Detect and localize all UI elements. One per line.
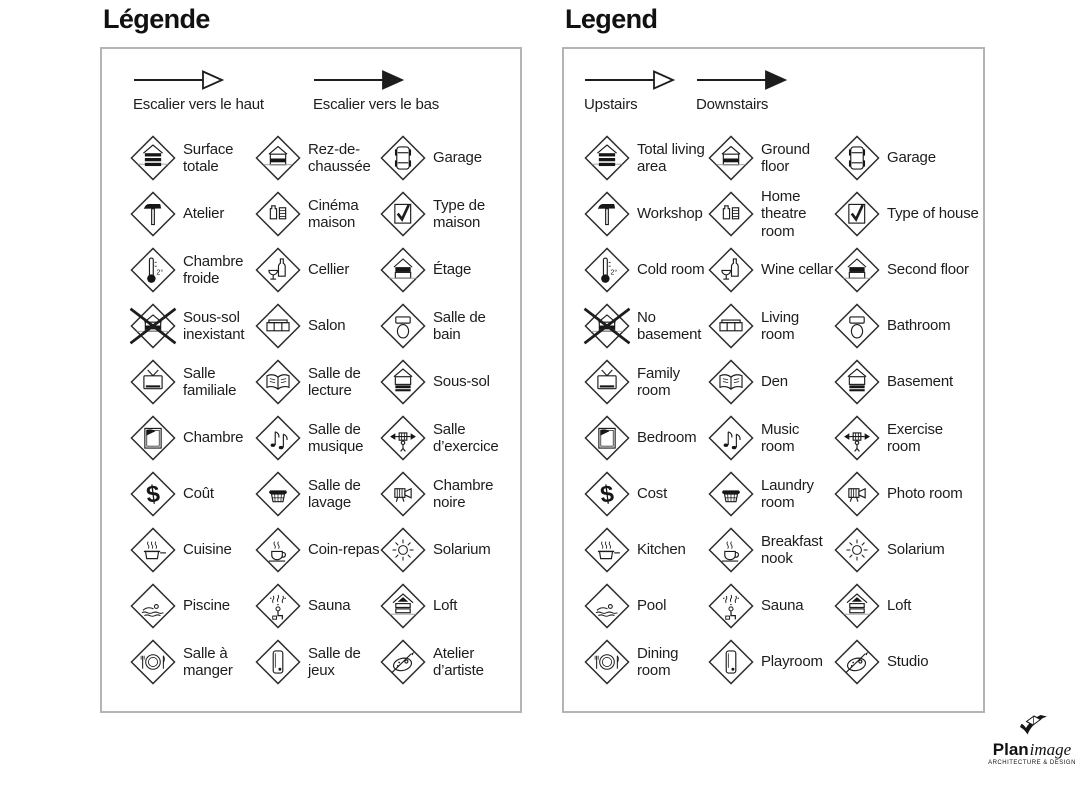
bedroom-icon bbox=[584, 415, 630, 461]
sauna-icon bbox=[255, 583, 301, 629]
legend-item-playroom bbox=[708, 634, 834, 690]
ground-floor-icon bbox=[255, 135, 301, 181]
dining-room-icon bbox=[584, 639, 630, 685]
legend-item-playroom bbox=[255, 634, 380, 690]
photo-room-icon bbox=[834, 471, 880, 517]
workshop-icon bbox=[130, 191, 176, 237]
total-area-icon bbox=[130, 135, 176, 181]
family-room-icon bbox=[584, 359, 630, 405]
family-room-icon bbox=[130, 359, 176, 405]
legend-item-label: Loft bbox=[433, 597, 458, 615]
legend-item-wine-cellar bbox=[255, 242, 380, 298]
loft-icon bbox=[380, 583, 426, 629]
legend-item-home-theatre bbox=[708, 186, 834, 242]
cold-room-icon bbox=[584, 247, 630, 293]
stairs-up-label: Escalier vers le haut bbox=[133, 96, 264, 113]
pool-icon bbox=[130, 583, 176, 629]
stairs-down-legend bbox=[313, 69, 439, 113]
legend-item-label: Garage bbox=[433, 149, 482, 167]
pool-icon bbox=[584, 583, 630, 629]
legend-item-label: Sauna bbox=[308, 597, 351, 615]
legend-item-living-room bbox=[708, 298, 834, 354]
total-area-icon bbox=[584, 135, 630, 181]
legend-item-label: Studio bbox=[887, 653, 929, 671]
legend-item-workshop bbox=[584, 186, 708, 242]
wine-cellar-icon bbox=[708, 247, 754, 293]
legend-item-label: Cuisine bbox=[183, 541, 232, 559]
playroom-icon bbox=[255, 639, 301, 685]
legend-item-label: Second floor bbox=[887, 261, 969, 279]
legend-item-breakfast-nook bbox=[255, 522, 380, 578]
second-floor-icon bbox=[380, 247, 426, 293]
legend-item-label: Salle de bain bbox=[433, 308, 486, 343]
legend-item-label: Ground floor bbox=[761, 140, 810, 175]
logo-word-plan: Plan bbox=[992, 740, 1029, 759]
den-icon bbox=[708, 359, 754, 405]
legend-item-music-room bbox=[255, 410, 380, 466]
legend-item-label: Salle de lavage bbox=[308, 476, 361, 511]
legend-item-label: Sous-sol bbox=[433, 373, 490, 391]
legend-grid-english bbox=[584, 130, 979, 690]
legend-item-label: Loft bbox=[887, 597, 912, 615]
bedroom-icon bbox=[130, 415, 176, 461]
legend-item-label: Salle familiale bbox=[183, 364, 237, 399]
legend-item-label: Chambre noire bbox=[433, 476, 494, 511]
den-icon bbox=[255, 359, 301, 405]
legend-item-cost bbox=[584, 466, 708, 522]
legend-item-label: Sous-sol inexistant bbox=[183, 308, 245, 343]
music-room-icon bbox=[708, 415, 754, 461]
arrow-up-outline-icon bbox=[584, 69, 676, 91]
legend-grid-french bbox=[130, 130, 516, 690]
legend-item-label: Garage bbox=[887, 149, 936, 167]
panel-title-french: Légende bbox=[103, 4, 210, 34]
planimage-logo bbox=[982, 713, 1080, 766]
legend-item-label: Type of house bbox=[887, 205, 979, 223]
wine-cellar-icon bbox=[255, 247, 301, 293]
legend-item-label: Cellier bbox=[308, 261, 350, 279]
legend-item-sauna bbox=[708, 578, 834, 634]
legend-item-label: Solarium bbox=[887, 541, 945, 559]
legend-item-label: Den bbox=[761, 373, 788, 391]
legend-item-cost bbox=[130, 466, 255, 522]
legend-item-label: Chambre froide bbox=[183, 252, 244, 287]
legend-item-kitchen bbox=[584, 522, 708, 578]
legend-item-label: Surface totale bbox=[183, 140, 234, 175]
logo-tagline: ARCHITECTURE & DESIGN bbox=[988, 760, 1076, 766]
legend-item-pool bbox=[130, 578, 255, 634]
arrow-down-filled-icon bbox=[313, 69, 405, 91]
basement-icon bbox=[834, 359, 880, 405]
legend-item-type-of-house bbox=[834, 186, 979, 242]
legend-item-no-basement bbox=[584, 298, 708, 354]
legend-item-studio bbox=[834, 634, 979, 690]
legend-item-label: Chambre bbox=[183, 429, 244, 447]
legend-item-label: Living room bbox=[761, 308, 799, 343]
cold-room-icon bbox=[130, 247, 176, 293]
stairs-down-label: Downstairs bbox=[696, 96, 769, 113]
legend-item-label: Exercise room bbox=[887, 420, 943, 455]
legend-item-laundry-room bbox=[255, 466, 380, 522]
legend-item-label: Salle de musique bbox=[308, 420, 364, 455]
legend-panel-french bbox=[100, 47, 522, 713]
basement-icon bbox=[380, 359, 426, 405]
breakfast-nook-icon bbox=[255, 527, 301, 573]
solarium-icon bbox=[380, 527, 426, 573]
legend-item-workshop bbox=[130, 186, 255, 242]
stairs-up-legend bbox=[584, 69, 676, 113]
legend-item-living-room bbox=[255, 298, 380, 354]
living-room-icon bbox=[255, 303, 301, 349]
no-basement-icon bbox=[130, 303, 176, 349]
legend-item-exercise-room bbox=[834, 410, 979, 466]
legend-item-label: Salle à manger bbox=[183, 644, 233, 679]
legend-item-label: Pool bbox=[637, 597, 667, 615]
legend-item-second-floor bbox=[834, 242, 979, 298]
legend-item-label: Dining room bbox=[637, 644, 679, 679]
legend-item-laundry-room bbox=[708, 466, 834, 522]
exercise-room-icon bbox=[380, 415, 426, 461]
legend-item-cold-room bbox=[130, 242, 255, 298]
breakfast-nook-icon bbox=[708, 527, 754, 573]
legend-item-label: Cost bbox=[637, 485, 668, 503]
workshop-icon bbox=[584, 191, 630, 237]
legend-item-label: Type de maison bbox=[433, 196, 485, 231]
legend-item-label: Kitchen bbox=[637, 541, 686, 559]
legend-panel-english bbox=[562, 47, 985, 713]
ground-floor-icon bbox=[708, 135, 754, 181]
stairs-up-label: Upstairs bbox=[584, 96, 638, 113]
kitchen-icon bbox=[130, 527, 176, 573]
legend-item-label: Salle de jeux bbox=[308, 644, 361, 679]
legend-item-no-basement bbox=[130, 298, 255, 354]
arrow-down-filled-icon bbox=[696, 69, 788, 91]
bathroom-icon bbox=[834, 303, 880, 349]
sauna-icon bbox=[708, 583, 754, 629]
laundry-room-icon bbox=[708, 471, 754, 517]
type-of-house-icon bbox=[834, 191, 880, 237]
legend-item-sauna bbox=[255, 578, 380, 634]
legend-item-label: Photo room bbox=[887, 485, 963, 503]
legend-item-basement bbox=[834, 354, 979, 410]
legend-item-garage bbox=[380, 130, 516, 186]
legend-item-solarium bbox=[834, 522, 979, 578]
legend-item-pool bbox=[584, 578, 708, 634]
no-basement-icon bbox=[584, 303, 630, 349]
bathroom-icon bbox=[380, 303, 426, 349]
laundry-room-icon bbox=[255, 471, 301, 517]
legend-item-family-room bbox=[130, 354, 255, 410]
legend-item-kitchen bbox=[130, 522, 255, 578]
legend-item-garage bbox=[834, 130, 979, 186]
legend-item-bedroom bbox=[130, 410, 255, 466]
legend-item-cold-room bbox=[584, 242, 708, 298]
legend-item-solarium bbox=[380, 522, 516, 578]
legend-item-label: Salle d’exercice bbox=[433, 420, 499, 455]
legend-item-label: Étage bbox=[433, 261, 472, 279]
music-room-icon bbox=[255, 415, 301, 461]
studio-icon bbox=[380, 639, 426, 685]
legend-item-dining-room bbox=[130, 634, 255, 690]
legend-item-label: Laundry room bbox=[761, 476, 814, 511]
legend-item-label: Basement bbox=[887, 373, 953, 391]
panel-title-english: Legend bbox=[565, 4, 658, 34]
legend-item-bathroom bbox=[834, 298, 979, 354]
stairs-down-legend bbox=[696, 69, 788, 113]
legend-item-dining-room bbox=[584, 634, 708, 690]
legend-item-label: Home theatre room bbox=[761, 187, 807, 240]
legend-item-second-floor bbox=[380, 242, 516, 298]
planimage-logo-icon bbox=[1012, 713, 1052, 741]
legend-item-label: Music room bbox=[761, 420, 800, 455]
kitchen-icon bbox=[584, 527, 630, 573]
legend-item-photo-room bbox=[834, 466, 979, 522]
legend-item-label: Atelier d’artiste bbox=[433, 644, 484, 679]
legend-item-ground-floor bbox=[255, 130, 380, 186]
legend-item-den bbox=[708, 354, 834, 410]
legend-item-label: Solarium bbox=[433, 541, 491, 559]
legend-item-label: Cold room bbox=[637, 261, 705, 279]
garage-icon bbox=[380, 135, 426, 181]
type-of-house-icon bbox=[380, 191, 426, 237]
legend-item-total-area bbox=[130, 130, 255, 186]
legend-item-label: Family room bbox=[637, 364, 680, 399]
legend-item-basement bbox=[380, 354, 516, 410]
home-theatre-icon bbox=[255, 191, 301, 237]
legend-item-label: Coût bbox=[183, 485, 214, 503]
arrow-up-outline-icon bbox=[133, 69, 225, 91]
photo-room-icon bbox=[380, 471, 426, 517]
legend-item-bedroom bbox=[584, 410, 708, 466]
legend-item-label: Piscine bbox=[183, 597, 230, 615]
legend-item-wine-cellar bbox=[708, 242, 834, 298]
legend-item-label: Salle de lecture bbox=[308, 364, 361, 399]
legend-item-exercise-room bbox=[380, 410, 516, 466]
legend-item-label: Rez-de-chaussée bbox=[308, 140, 371, 175]
playroom-icon bbox=[708, 639, 754, 685]
legend-item-label: No basement bbox=[637, 308, 702, 343]
legend-item-studio bbox=[380, 634, 516, 690]
garage-icon bbox=[834, 135, 880, 181]
cost-icon bbox=[584, 471, 630, 517]
legend-item-label: Workshop bbox=[637, 205, 703, 223]
legend-item-ground-floor bbox=[708, 130, 834, 186]
legend-item-label: Bathroom bbox=[887, 317, 951, 335]
legend-item-photo-room bbox=[380, 466, 516, 522]
exercise-room-icon bbox=[834, 415, 880, 461]
legend-item-label: Playroom bbox=[761, 653, 823, 671]
legend-item-label: Wine cellar bbox=[761, 261, 833, 279]
logo-word-image: image bbox=[1029, 740, 1072, 759]
legend-item-label: Bedroom bbox=[637, 429, 697, 447]
legend-item-type-of-house bbox=[380, 186, 516, 242]
studio-icon bbox=[834, 639, 880, 685]
legend-item-breakfast-nook bbox=[708, 522, 834, 578]
solarium-icon bbox=[834, 527, 880, 573]
legend-item-total-area bbox=[584, 130, 708, 186]
legend-item-label: Sauna bbox=[761, 597, 804, 615]
legend-item-label: Coin-repas bbox=[308, 541, 380, 559]
legend-item-label: Salon bbox=[308, 317, 346, 335]
stairs-up-legend bbox=[133, 69, 264, 113]
legend-item-label: Total living area bbox=[637, 140, 705, 175]
legend-item-loft bbox=[834, 578, 979, 634]
home-theatre-icon bbox=[708, 191, 754, 237]
legend-item-label: Atelier bbox=[183, 205, 225, 223]
legend-item-bathroom bbox=[380, 298, 516, 354]
second-floor-icon bbox=[834, 247, 880, 293]
stairs-down-label: Escalier vers le bas bbox=[313, 96, 440, 113]
loft-icon bbox=[834, 583, 880, 629]
legend-item-loft bbox=[380, 578, 516, 634]
legend-item-music-room bbox=[708, 410, 834, 466]
planimage-logo-text bbox=[993, 741, 1071, 760]
dining-room-icon bbox=[130, 639, 176, 685]
cost-icon bbox=[130, 471, 176, 517]
legend-item-family-room bbox=[584, 354, 708, 410]
living-room-icon bbox=[708, 303, 754, 349]
legend-item-home-theatre bbox=[255, 186, 380, 242]
legend-item-den bbox=[255, 354, 380, 410]
legend-item-label: Breakfast nook bbox=[761, 532, 823, 567]
legend-item-label: Cinéma maison bbox=[308, 196, 359, 231]
